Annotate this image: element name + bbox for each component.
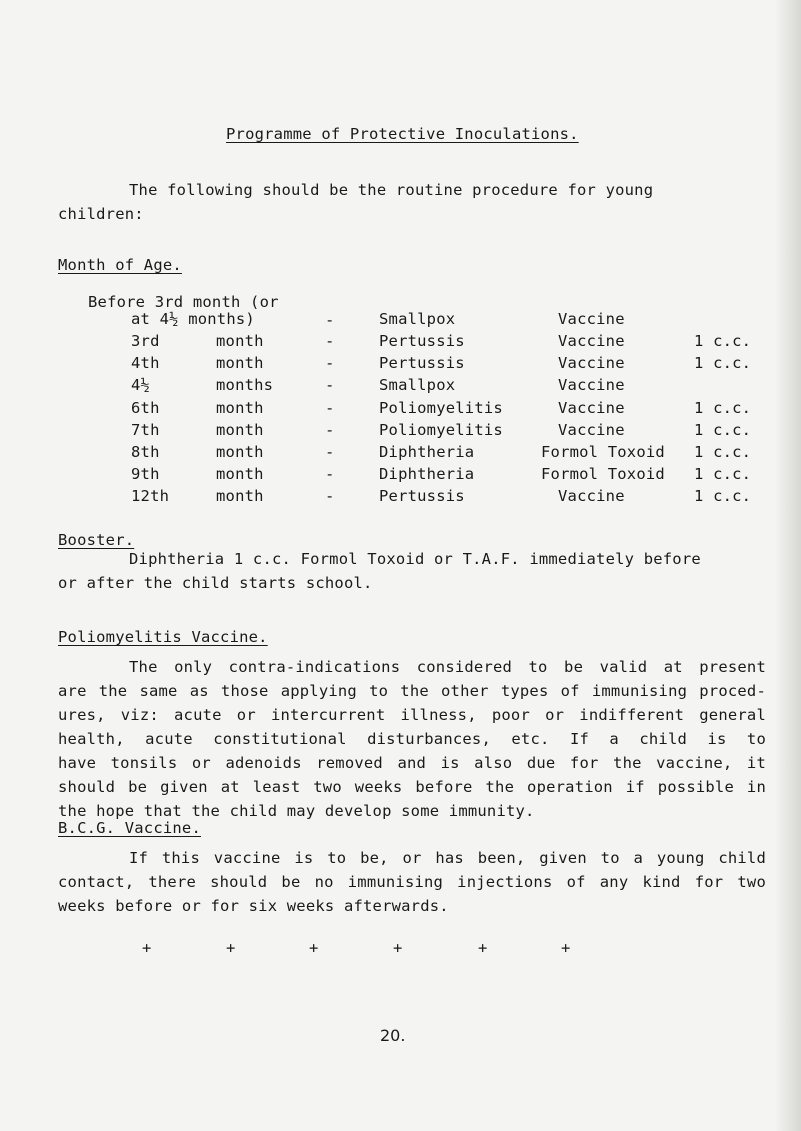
bcg-line: If this vaccine is to be, or has been, given to a young child	[129, 849, 766, 867]
row-dose: 1 c.c.	[694, 487, 752, 506]
row-unit: month	[216, 332, 264, 350]
row-vaccine: Poliomyelitis	[379, 398, 503, 417]
row-type: Formol Toxoid	[541, 465, 665, 484]
plus-mark: +	[309, 939, 319, 957]
polio-paragraph	[58, 655, 766, 823]
row-vaccine: Diphtheria	[379, 465, 475, 484]
row-vaccine: Pertussis	[379, 332, 465, 350]
row-type: Vaccine	[558, 332, 625, 350]
month-of-age-heading: Month of Age.	[58, 256, 182, 274]
row-dose: 1 c.c.	[694, 354, 752, 373]
row-unit: month	[216, 443, 264, 461]
row-dash: -	[325, 487, 335, 506]
booster-heading: Booster.	[58, 531, 135, 549]
row-type: Vaccine	[558, 420, 625, 439]
polio-line: The only contra-indications considered to be valid at present	[129, 658, 766, 676]
row-dash: -	[325, 332, 335, 350]
row-type: Formol Toxoid	[541, 443, 665, 461]
page-edge-shadow	[775, 0, 801, 1131]
row-vaccine: Diphtheria	[379, 443, 475, 461]
row-unit: month	[216, 465, 264, 484]
row-dash: -	[325, 443, 335, 461]
intro-line-1: The following should be the routine procedure for young	[129, 181, 654, 199]
row-type: Vaccine	[558, 354, 625, 373]
row-dose: 1 c.c.	[694, 443, 752, 461]
row-dash: -	[325, 354, 335, 373]
row-type: Vaccine	[558, 487, 625, 506]
row-unit: month	[216, 354, 264, 373]
schedule-header-line-2: at 4½ months)	[131, 310, 255, 328]
row-dash: -	[325, 398, 335, 417]
polio-line: health, acute constitutional disturbances, etc. If a child is to	[58, 730, 766, 748]
row-vaccine: Smallpox	[379, 376, 456, 395]
schedule-header-vaccine: Smallpox	[379, 310, 456, 328]
schedule-header-type: Vaccine	[558, 310, 625, 328]
polio-line: ures, viz: acute or intercurrent illness, poor or indifferent general	[58, 706, 766, 724]
bcg-paragraph	[58, 846, 766, 918]
schedule-header-dash: -	[325, 311, 335, 329]
booster-line-2: or after the child starts school.	[58, 574, 373, 592]
row-dose: 1 c.c.	[694, 465, 752, 484]
polio-line: have tonsils or adenoids removed and is also due for the vaccine, it	[58, 754, 766, 772]
row-dash: -	[325, 420, 335, 439]
row-ordinal: 4th	[131, 354, 160, 373]
polio-line: are the same as those applying to the other types of immunising proced-	[58, 682, 766, 700]
row-dose: 1 c.c.	[694, 420, 752, 439]
polio-line: should be given at least two weeks before the operation if possible in	[58, 778, 766, 796]
polio-line: the hope that the child may develop some immunity.	[58, 802, 535, 820]
row-unit: months	[216, 376, 274, 395]
plus-mark: +	[142, 939, 152, 957]
plus-mark: +	[478, 939, 488, 957]
page-number: 20.	[380, 1026, 406, 1045]
bcg-line: contact, there should be no immunising injections of any kind for two	[58, 873, 766, 891]
row-dash: -	[325, 376, 335, 395]
row-vaccine: Poliomyelitis	[379, 420, 503, 439]
page-title: Programme of Protective Inoculations.	[226, 125, 579, 143]
row-type: Vaccine	[558, 398, 625, 417]
plus-mark: +	[226, 939, 236, 957]
bcg-heading: B.C.G. Vaccine.	[58, 819, 201, 837]
row-vaccine: Pertussis	[379, 354, 465, 373]
schedule-header-line-1: Before 3rd month (or	[88, 293, 279, 311]
bcg-line: weeks before or for six weeks afterwards.	[58, 897, 449, 915]
row-dash: -	[325, 465, 335, 484]
plus-mark: +	[393, 939, 403, 957]
row-type: Vaccine	[558, 376, 625, 395]
row-ordinal: 9th	[131, 465, 160, 484]
row-unit: month	[216, 420, 264, 439]
row-ordinal: 6th	[131, 398, 160, 417]
row-ordinal: 3rd	[131, 332, 160, 350]
row-unit: month	[216, 398, 264, 417]
row-ordinal: 4½	[131, 376, 151, 395]
row-vaccine: Pertussis	[379, 487, 465, 506]
polio-heading: Poliomyelitis Vaccine.	[58, 628, 268, 646]
row-unit: month	[216, 487, 264, 506]
row-dose: 1 c.c.	[694, 332, 752, 350]
booster-line-1: Diphtheria 1 c.c. Formol Toxoid or T.A.F. immediately before	[129, 550, 701, 568]
row-dose: 1 c.c.	[694, 398, 752, 417]
row-ordinal: 8th	[131, 443, 160, 461]
plus-mark: +	[561, 939, 571, 957]
row-ordinal: 12th	[131, 487, 170, 506]
row-ordinal: 7th	[131, 420, 160, 439]
intro-line-2: children:	[58, 205, 144, 223]
